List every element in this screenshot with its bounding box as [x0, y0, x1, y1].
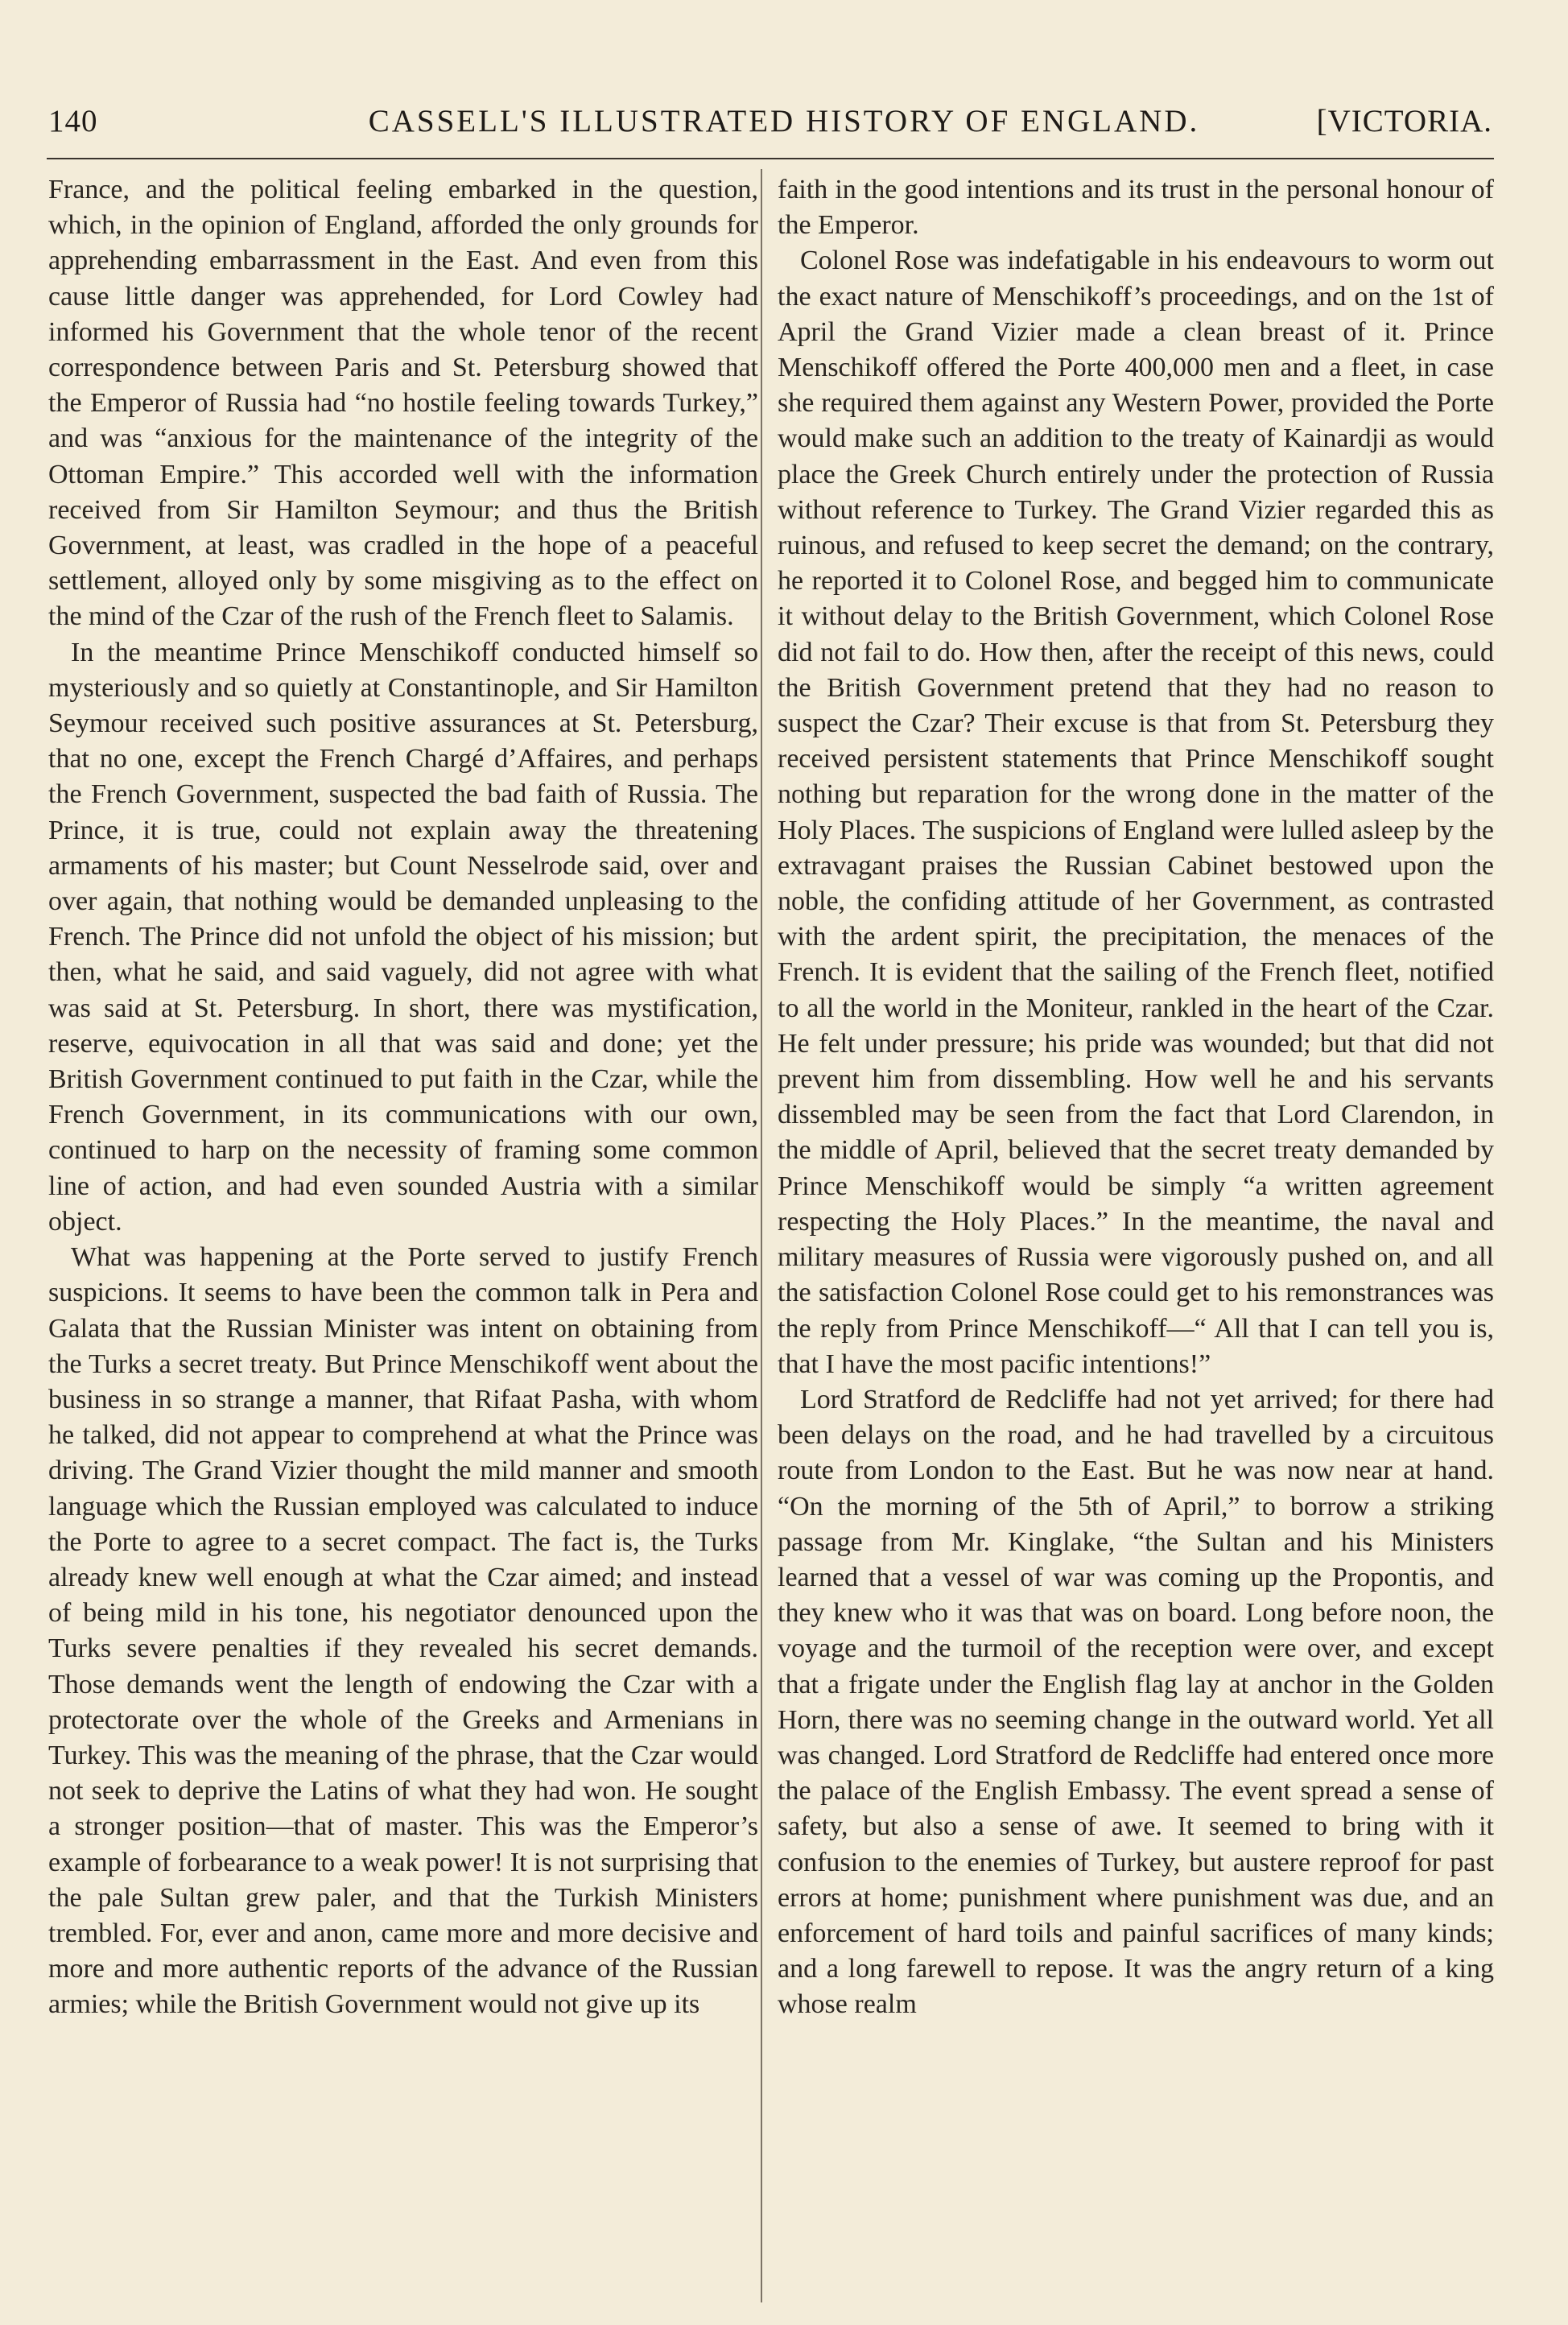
running-header	[0, 103, 1568, 151]
column-divider	[761, 169, 762, 2302]
running-title: CASSELL'S ILLUSTRATED HISTORY OF ENGLAND.	[368, 104, 1200, 138]
left-column	[48, 172, 758, 2023]
page-number: 140	[48, 104, 98, 138]
paragraph: faith in the good intentions and its trust in the personal honour of the Emperor.	[778, 175, 1494, 241]
header-rule	[47, 158, 1494, 159]
reign-label: [VICTORIA.	[1316, 104, 1492, 138]
paragraph: Colonel Rose was indefatigable in his endeavours to worm out the exact nature of Menschikoff’s proceedings, and on the 1st of April the Grand Vizier made a clean breast of it. Prince Menschikoff offered the Porte 400,000 men and a fleet, in case she required them against any Western Power, provided the Porte would make such an addition to the treaty of Kainardji as would place the Greek Church entirely under the protection of Russia without reference to Turkey. The Grand Vizier regarded this as ruinous, and refused to keep secret the demand; on the contrary, he reported it to Colonel Rose, and begged him to communicate it without delay to the British Government, which Colonel Rose did not fail to do. How then, after the receipt of this news, could the British Government pretend that they had no reason to suspect the Czar? Their excuse is that from St. Petersburg they received persistent statements that Prince Menschikoff sought nothing but reparation for the wrong done in the matter of the Holy Places. The suspicions of England were lulled asleep by the extravagant praises the Russian Cabinet bestowed upon the noble, the confiding attitude of her Government, as contrasted with the ardent spirit, the precipitation, the menaces of the French. It is evident that the sailing of the French fleet, notified to all the world in the Moniteur, rankled in the heart of the Czar. He felt under pressure; his pride was wounded; but that did not prevent him from dissembling. How well he and his servants dissembled may be seen from the fact that Lord Clarendon, in the middle of April, believed that the secret treaty demanded by Prince Menschikoff would be simply “a written agreement respecting the Holy Places.” In the meantime, the naval and military measures of Russia were vigorously pushed on, and all the satisfaction Colonel Rose could get to his remonstrances was the reply from Prince Menschikoff—“ All that I can tell you is, that I have the most pacific intentions!”	[778, 246, 1494, 1379]
paragraph: Lord Stratford de Redcliffe had not yet arrived; for there had been delays on the road, and he had travelled by a circuitous route from London to the East. But he was now near at hand. “On the morning of the 5th of April,” to borrow a striking passage from Mr. Kinglake, “the Sultan and his Ministers learned that a vessel of war was coming up the Propontis, and they knew who it was that was on board. Long before noon, the voyage and the turmoil of the reception were over, and except that a frigate under the English flag lay at anchor in the Golden Horn, there was no seeming change in the outward world. Yet all was changed. Lord Stratford de Redcliffe had entered once more the palace of the English Embassy. The event spread a sense of safety, but also a sense of awe. It seemed to bring with it confusion to the enemies of Turkey, but austere reproof for past errors at home; punishment where punishment was due, and an enforcement of hard toils and painful sacrifices of many kinds; and a long farewell to repose. It was the angry return of a king whose realm	[778, 1384, 1494, 2020]
right-column	[778, 172, 1494, 2023]
paragraph: In the meantime Prince Menschikoff conducted himself so mysteriously and so quietly at Constantinople, and Sir Hamilton Seymour received such positive assurances at St. Petersburg, that no one, except the French Chargé d’Affaires, and perhaps the French Government, suspected the bad faith of Russia. The Prince, it is true, could not explain away the threatening armaments of his master; but Count Nesselrode said, over and over again, that nothing would be demanded unpleasing to the French. The Prince did not unfold the object of his mission; but then, what he said, and said vaguely, did not agree with what was said at St. Petersburg. In short, there was mystification, reserve, equivocation in all that was said and done; yet the British Government continued to put faith in the Czar, while the French Government, in its communications with our own, continued to harp on the necessity of framing some common line of action, and had even sounded Austria with a similar object.	[48, 637, 758, 1237]
paragraph: France, and the political feeling embarked in the question, which, in the opinion of England, afforded the only grounds for apprehending embarrassment in the East. And even from this cause little danger was apprehended, for Lord Cowley had informed his Government that the whole tenor of the recent correspondence between Paris and St. Petersburg showed that the Emperor of Russia had “no hostile feeling towards Turkey,” and was “anxious for the maintenance of the integrity of the Ottoman Empire.” This accorded well with the information received from Sir Hamilton Seymour; and thus the British Government, at least, was cradled in the hope of a peaceful settlement, alloyed only by some misgiving as to the effect on the mind of the Czar of the rush of the French fleet to Salamis.	[48, 175, 758, 632]
paragraph: What was happening at the Porte served to justify French suspicions. It seems to have been the common talk in Pera and Galata that the Russian Minister was intent on obtaining from the Turks a secret treaty. But Prince Menschikoff went about the business in so strange a manner, that Rifaat Pasha, with whom he talked, did not appear to comprehend at what the Prince was driving. The Grand Vizier thought the mild manner and smooth language which the Russian employed was calculated to induce the Porte to agree to a secret compact. The fact is, the Turks already knew well enough at what the Czar aimed; and instead of being mild in his tone, his negotiator denounced upon the Turks severe penalties if they revealed his secret demands. Those demands went the length of endowing the Czar with a protectorate over the whole of the Greeks and Armenians in Turkey. This was the meaning of the phrase, that the Czar would not seek to deprive the Latins of what they had won. He sought a stronger position—that of master. This was the Emperor’s example of forbearance to a weak power! It is not surprising that the pale Sultan grew paler, and that the Turkish Ministers trembled. For, ever and anon, came more and more decisive and more and more authentic reports of the advance of the Russian armies; while the British Government would not give up its	[48, 1242, 758, 2020]
